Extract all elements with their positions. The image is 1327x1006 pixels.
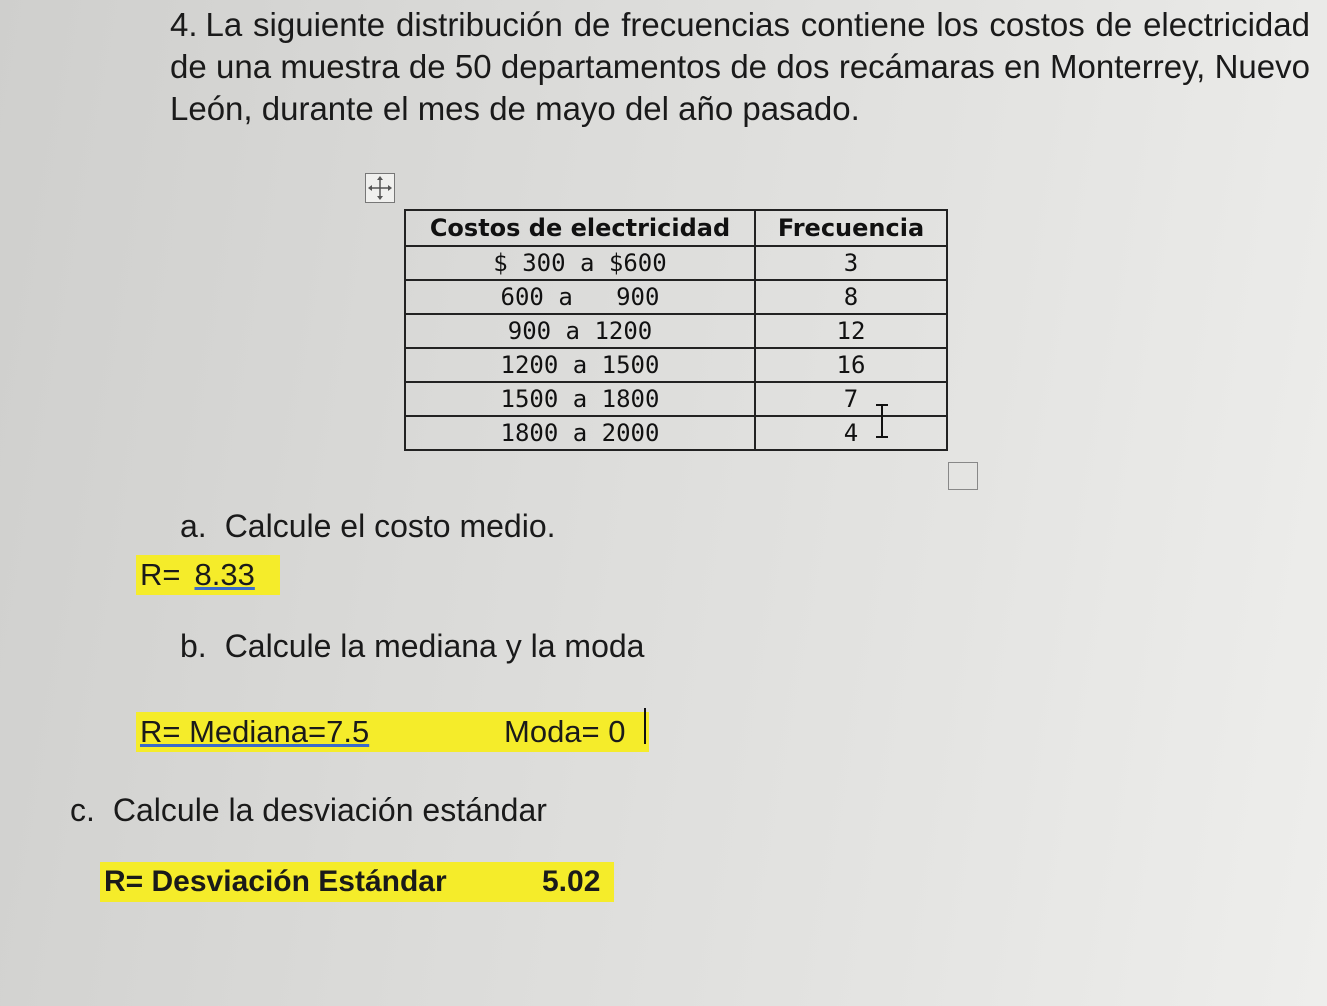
question-text: La siguiente distribución de frecuencias contiene los costos de electricidad de una muestra de 50 departamentos de dos recámaras en Monterrey, Nuevo León, durante el mes de mayo del año pasado. [170,6,1310,127]
header-frecuencia: Frecuencia [755,210,947,246]
part-a-text: Calcule el costo medio. [224,508,556,544]
answer-a-value: 8.33 [194,557,255,592]
table-header-row [405,210,947,246]
table-resize-handle-icon[interactable] [948,462,978,490]
cell-frequency[interactable]: 7 [755,382,947,416]
cell-range[interactable]: 600 a 900 [405,280,755,314]
question-number: 4. [170,6,198,43]
cell-frequency[interactable]: 8 [755,280,947,314]
part-b-letter: b. [180,628,207,664]
text-caret [644,708,646,744]
answer-b-moda: Moda= 0 [504,714,626,749]
table-row [405,416,947,450]
cell-frequency[interactable]: 12 [755,314,947,348]
cell-range[interactable]: 1800 a 2000 [405,416,755,450]
cell-range[interactable]: 1200 a 1500 [405,348,755,382]
answer-a[interactable] [136,555,280,595]
answer-c-value: 5.02 [542,865,601,898]
cell-range[interactable]: 900 a 1200 [405,314,755,348]
cell-frequency[interactable]: 3 [755,246,947,280]
answer-b-mediana: R= Mediana=7.5 [140,714,370,749]
header-costos: Costos de electricidad [405,210,755,246]
answer-c[interactable] [100,862,614,902]
part-a-question [180,508,556,545]
part-a-letter: a. [180,508,207,544]
cell-range[interactable]: $ 300 a $600 [405,246,755,280]
table-row [405,348,947,382]
answer-c-label: R= Desviación Estándar [104,865,447,898]
part-b-question [180,628,644,665]
table-move-handle-icon[interactable] [365,173,395,203]
table-row [405,382,947,416]
table-row [405,280,947,314]
text-cursor-ibeam-icon [870,402,894,445]
answer-a-prefix: R= [140,557,181,592]
cell-range[interactable]: 1500 a 1800 [405,382,755,416]
question-paragraph [170,4,1310,130]
cell-frequency[interactable]: 16 [755,348,947,382]
table-row [405,314,947,348]
answer-b[interactable] [136,712,649,752]
part-c-question [70,792,547,829]
table-row [405,246,947,280]
part-c-letter: c. [70,792,95,828]
part-c-text: Calcule la desviación estándar [112,792,547,828]
part-b-text: Calcule la mediana y la moda [224,628,645,664]
cell-frequency[interactable]: 4 [755,416,947,450]
frequency-table [404,209,948,451]
